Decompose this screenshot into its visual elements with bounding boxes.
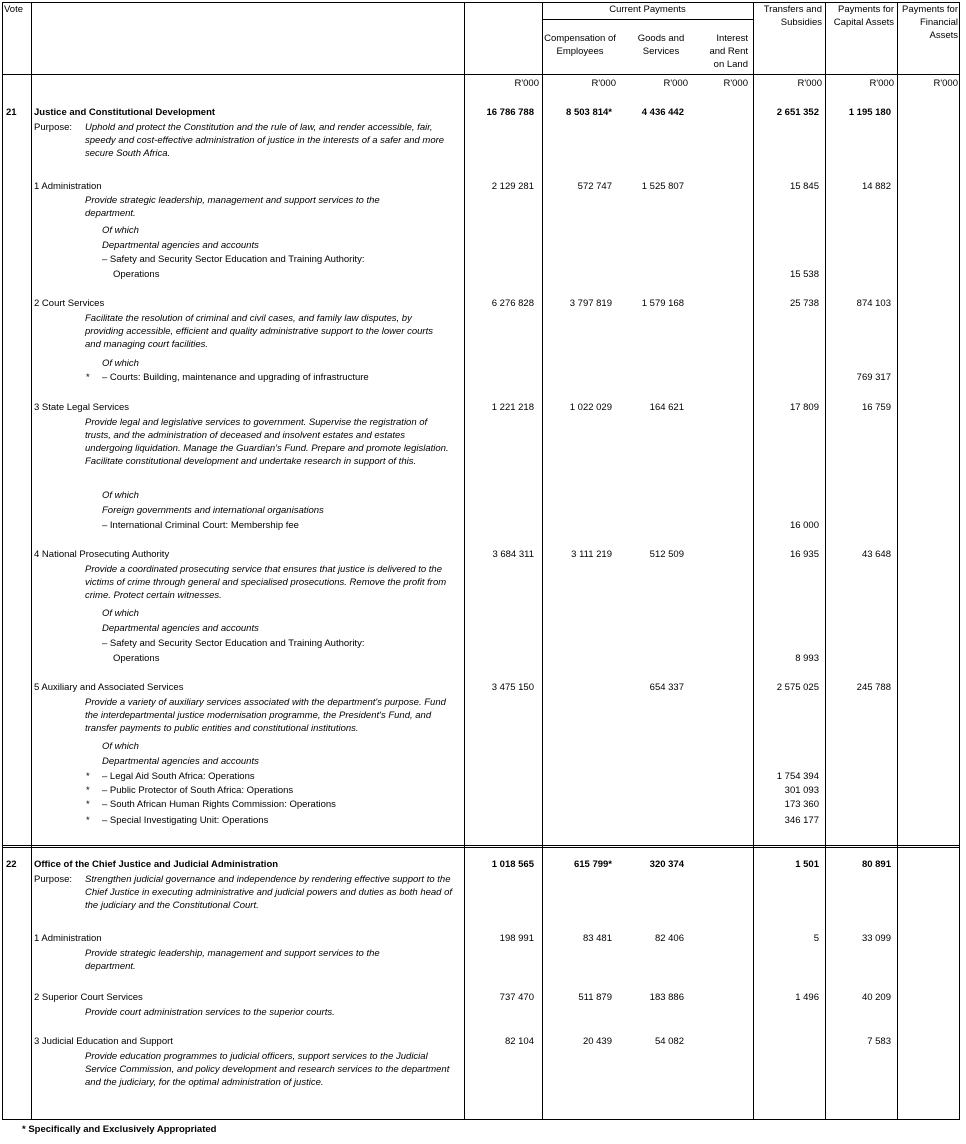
- transfers-header: Transfers and Subsidies: [763, 4, 822, 28]
- vote-total: 1 018 565: [491, 859, 534, 870]
- programme-goods: 164 621: [649, 402, 684, 413]
- agency-item: – South African Human Rights Commission: Operations: [102, 799, 336, 810]
- programme-desc: Facilitate the resolution of criminal and civil cases, and family law disputes, by providing accessible, efficient and quality administrative support to the lower courts and managing court facilities.: [85, 313, 433, 350]
- capital-assets-header: Payments for Capital Assets: [833, 4, 894, 28]
- current-payments-header: Current Payments: [609, 4, 686, 15]
- programme-capital: 245 788: [856, 682, 891, 693]
- programme-comp: 3 797 819: [569, 298, 612, 309]
- column-divider: [897, 2, 898, 1120]
- purpose-label: Purpose:: [34, 874, 73, 885]
- programme-total: 6 276 828: [491, 298, 534, 309]
- vote-capital: 80 891: [861, 859, 891, 870]
- vote-comp: 615 799*: [573, 859, 612, 870]
- item-transfer: 16 000: [789, 520, 819, 531]
- interest-rent-header: Interest and Rent on Land: [709, 33, 748, 70]
- programme-title: 2 Superior Court Services: [34, 992, 143, 1003]
- programme-comp: 1 022 029: [569, 402, 612, 413]
- purpose-label: Purpose:: [34, 122, 73, 133]
- item-transfer: 8 993: [795, 653, 819, 664]
- programme-transfers: 16 935: [789, 549, 819, 560]
- programme-goods: 82 406: [654, 933, 684, 944]
- programme-capital: 7 583: [867, 1036, 891, 1047]
- programme-desc: Provide a variety of auxiliary services associated with the department's purpose. Fund the interdepartmental justice modernisation programme, the President's Fund, and transfer payments to public entities and constitutional institutions.: [85, 697, 446, 734]
- unit-label: R'000: [514, 78, 539, 89]
- agency-item: – Special Investigating Unit: Operations: [102, 815, 269, 826]
- programme-desc: Provide strategic leadership, management and support services to the department.: [85, 948, 380, 972]
- programme-title: 5 Auxiliary and Associated Services: [34, 682, 184, 693]
- vote-number: 22: [6, 859, 17, 870]
- unit-label: R'000: [591, 78, 616, 89]
- column-divider: [825, 2, 826, 1120]
- programme-total: 198 991: [499, 933, 534, 944]
- agency-item: – Public Protector of South Africa: Operations: [102, 785, 294, 796]
- vote-goods: 320 374: [649, 859, 684, 870]
- vote-title: Justice and Constitutional Development: [34, 107, 216, 118]
- programme-capital: 874 103: [856, 298, 891, 309]
- current-payments-rule: [542, 19, 753, 20]
- agency-heading: Foreign governments and international organisations: [102, 505, 324, 516]
- vote-number: 21: [6, 107, 17, 118]
- item-transfer: 173 360: [784, 799, 819, 810]
- vote-separator: [2, 845, 960, 846]
- agency-item: – Safety and Security Sector Education and Training Authority:: [102, 638, 365, 649]
- agency-item: – Courts: Building, maintenance and upgrading of infrastructure: [102, 372, 369, 383]
- programme-transfers: 25 738: [789, 298, 819, 309]
- programme-total: 737 470: [499, 992, 534, 1003]
- star-marker: *: [86, 372, 90, 383]
- of-which: Of which: [102, 225, 139, 236]
- vote-separator: [2, 847, 960, 848]
- column-divider: [753, 2, 754, 1120]
- vote-capital: 1 195 180: [848, 107, 891, 118]
- of-which: Of which: [102, 608, 139, 619]
- programme-capital: 14 882: [861, 181, 891, 192]
- programme-goods: 54 082: [654, 1036, 684, 1047]
- unit-label: R'000: [869, 78, 894, 89]
- programme-goods: 183 886: [649, 992, 684, 1003]
- header-rule: [2, 74, 960, 75]
- programme-title: 3 Judicial Education and Support: [34, 1036, 173, 1047]
- item-transfer: 15 538: [789, 269, 819, 280]
- programme-capital: 16 759: [861, 402, 891, 413]
- programme-goods: 512 509: [649, 549, 684, 560]
- programme-goods: 654 337: [649, 682, 684, 693]
- vote-title: Office of the Chief Justice and Judicial Administration: [34, 859, 279, 870]
- agency-item: Operations: [113, 653, 160, 664]
- column-divider: [464, 2, 465, 1120]
- item-transfer: 1 754 394: [776, 771, 819, 782]
- item-transfer: 346 177: [784, 815, 819, 826]
- vote-transfers: 2 651 352: [776, 107, 819, 118]
- star-marker: *: [86, 799, 90, 810]
- vote-purpose: Strengthen judicial governance and independence by rendering effective support to the Chief Justice in executing administrative and judicial powers and duties as both head of the judiciary and the Constitutional Court.: [85, 874, 453, 911]
- comp-employees-header: Compensation of Employees: [544, 33, 616, 57]
- programme-comp: 83 481: [582, 933, 612, 944]
- programme-transfers: 17 809: [789, 402, 819, 413]
- programme-goods: 1 579 168: [641, 298, 684, 309]
- agency-item: – Legal Aid South Africa: Operations: [102, 771, 255, 782]
- programme-desc: Provide strategic leadership, management and support services to the department.: [85, 195, 380, 219]
- programme-total: 3 475 150: [491, 682, 534, 693]
- vote-purpose: Uphold and protect the Constitution and the rule of law, and render accessible, fair, speedy and cost-effective administration of justice in the interests of a safer and more secure South Africa.: [85, 122, 445, 159]
- programme-transfers: 2 575 025: [776, 682, 819, 693]
- agency-heading: Departmental agencies and accounts: [102, 623, 259, 634]
- programme-title: 3 State Legal Services: [34, 402, 130, 413]
- programme-comp: 572 747: [577, 181, 612, 192]
- programme-desc: Provide legal and legislative services to government. Supervise the registration of trusts, and the administration of deceased and insolvent estates and estates undergoing liquidation. Manage the Guardian's Fund. Prepare and promote legislation. Facilitate constitutional development and undertake research in support of this.: [85, 417, 449, 467]
- item-transfer: 301 093: [784, 785, 819, 796]
- unit-label: R'000: [933, 78, 958, 89]
- programme-desc: Provide education programmes to judicial officers, support services to the Judicial Service Commission, and policy development and research services to the department and the judiciary, for the optimal administration of justice.: [85, 1051, 450, 1088]
- programme-capital: 43 648: [861, 549, 891, 560]
- programme-transfers: 1 496: [795, 992, 819, 1003]
- star-marker: *: [86, 785, 90, 796]
- programme-title: 1 Administration: [34, 181, 102, 192]
- vote-transfers: 1 501: [795, 859, 819, 870]
- financial-assets-header: Payments for Financial Assets: [902, 4, 958, 41]
- vote-goods: 4 436 442: [641, 107, 684, 118]
- programme-title: 1 Administration: [34, 933, 102, 944]
- programme-comp: 20 439: [582, 1036, 612, 1047]
- programme-title: 2 Court Services: [34, 298, 105, 309]
- programme-total: 1 221 218: [491, 402, 534, 413]
- of-which: Of which: [102, 358, 139, 369]
- vote-comp: 8 503 814*: [566, 107, 612, 118]
- programme-capital: 33 099: [861, 933, 891, 944]
- unit-label: R'000: [663, 78, 688, 89]
- unit-label: R'000: [723, 78, 748, 89]
- agency-heading: Departmental agencies and accounts: [102, 240, 259, 251]
- programme-total: 3 684 311: [492, 549, 534, 560]
- of-which: Of which: [102, 490, 139, 501]
- footnote: * Specifically and Exclusively Appropriated: [22, 1124, 217, 1135]
- programme-capital: 40 209: [861, 992, 891, 1003]
- vote-header: Vote: [4, 4, 24, 15]
- programme-total: 2 129 281: [491, 181, 534, 192]
- vote-total: 16 786 788: [486, 107, 534, 118]
- programme-desc: Provide a coordinated prosecuting service that ensures that justice is delivered to the victims of crime through general and specialised prosecutions. Remove the profit from crime. Protect certain witnesses.: [85, 564, 447, 601]
- agency-item: Operations: [113, 269, 160, 280]
- agency-heading: Departmental agencies and accounts: [102, 756, 259, 767]
- programme-title: 4 National Prosecuting Authority: [34, 549, 170, 560]
- goods-services-header: Goods and Services: [637, 33, 685, 57]
- column-divider: [542, 2, 543, 1120]
- star-marker: *: [86, 771, 90, 782]
- unit-label: R'000: [797, 78, 822, 89]
- star-marker: *: [86, 815, 90, 826]
- programme-comp: 511 879: [578, 992, 612, 1003]
- programme-comp: 3 111 219: [571, 549, 612, 560]
- programme-transfers: 5: [813, 933, 819, 944]
- column-divider: [31, 2, 32, 1120]
- agency-item: – Safety and Security Sector Education and Training Authority:: [102, 254, 365, 265]
- programme-transfers: 15 845: [789, 181, 819, 192]
- item-capital: 769 317: [856, 372, 891, 383]
- programme-goods: 1 525 807: [641, 181, 684, 192]
- programme-total: 82 104: [504, 1036, 534, 1047]
- agency-item: – International Criminal Court: Membership fee: [102, 520, 299, 531]
- programme-desc: Provide court administration services to the superior courts.: [85, 1007, 335, 1018]
- of-which: Of which: [102, 741, 139, 752]
